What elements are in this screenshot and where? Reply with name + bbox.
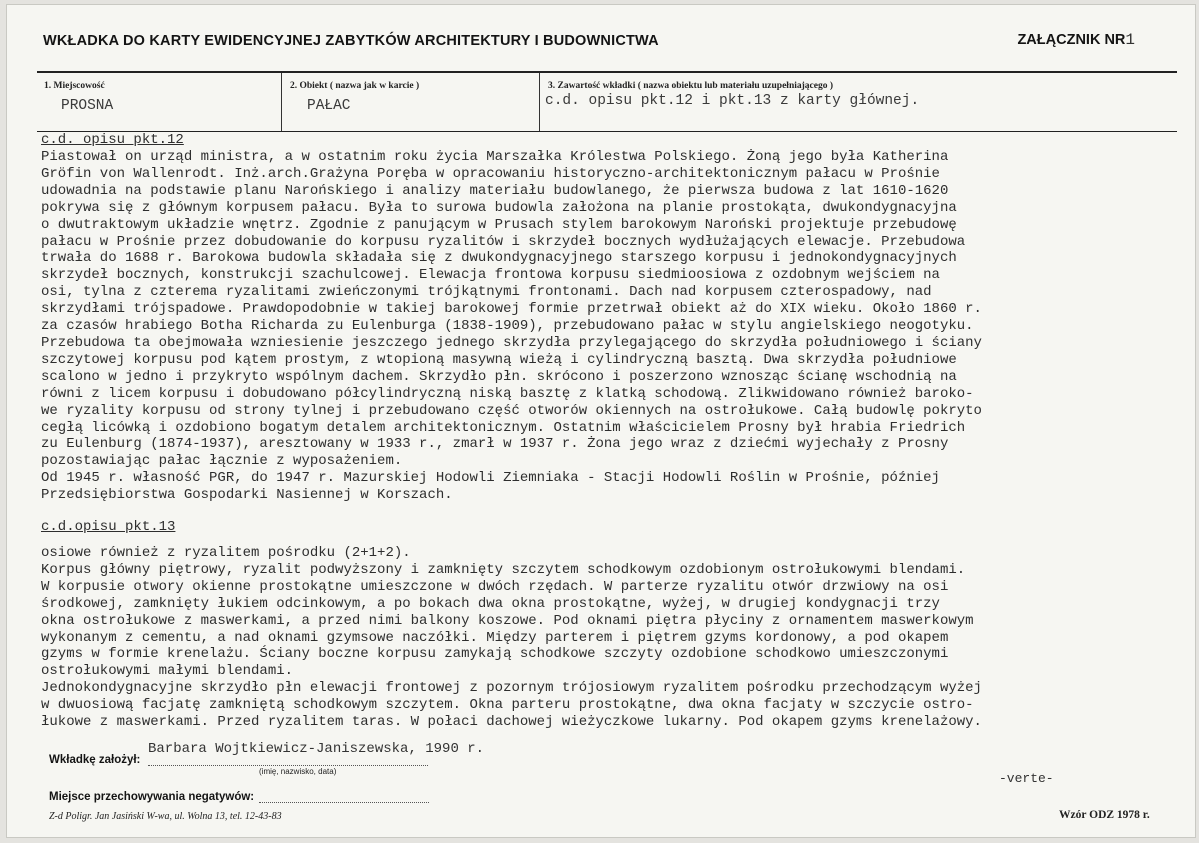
text-line: udowadnia na podstawie planu Narońskiego i analizy materiału budowlanego, że pierwsza budowa z lat 1610-1620 — [41, 182, 949, 199]
verte-note: -verte- — [999, 771, 1054, 786]
text-line: Korpus główny piętrowy, ryzalit podwyższony i zamknięty szczytem schodkowym ozdobionym ostrołukowymi blendami. — [41, 561, 966, 578]
form-pattern: Wzór ODZ 1978 r. — [1059, 809, 1150, 821]
text-line: skrzydeł bocznych, konstrukcji szachulcowej. Elewacja frontowa korpusu siedmioosiowa z ozdobnym wejściem na — [41, 267, 940, 284]
section12-text — [41, 149, 982, 504]
place-value: PROSNA — [61, 98, 114, 114]
text-line: Gröfin von Wallenrodt. Inż.arch.Grażyna Poręba w opracowaniu historyczno-architektonicznym pałacu w Prośnie — [41, 165, 940, 182]
text-line: pokrywa się z głównym korpusem pałacu. Była to surowa budowla założona na planie prostokąta, dwukondygnacyjna — [41, 199, 957, 216]
text-line: trwała do 1688 r. Barokowa budowla składała się z dwukondygnacyjnego starszego korpusu i jednokondygnacyjnych — [41, 250, 957, 267]
text-line: w dwuosiową facjatę zamkniętą schodkowym szczytem. Okna parteru prostokątne, dwa okna facjaty w szczycie ostro- — [41, 697, 974, 714]
text-line: osiowe również z ryzalitem pośrodku (2+1+2). — [41, 545, 411, 561]
object-label: 2. Obiekt ( nazwa jak w karcie ) — [290, 81, 420, 91]
text-line: wykonanym z cementu, a nad oknami gzymsowe naczółki. Między parterem i piętrem gzyms kordonowy, a pod okapem — [41, 629, 949, 646]
section13-heading: c.d.opisu pkt.13 — [41, 519, 176, 535]
text-line: osi, tylna z czterema ryzalitami zwieńczonymi trójkątnymi frontonami. Dach nad korpusem czterospadowy, nad — [41, 284, 932, 301]
attachment-number — [1017, 31, 1135, 49]
text-line: we ryzality korpusu od strony tylnej i przebudowano część otworów okiennych na ostrołukowe. Całą budowlę pokryto — [41, 402, 982, 419]
negatives-dotted-line — [259, 802, 429, 803]
inventory-insert-card — [6, 4, 1196, 838]
text-line: zu Eulenburg (1874-1937), aresztowany w 1933 r., zmarł w 1937 r. Żona jego wraz z dziećmi wyjechały z Prosny — [41, 436, 949, 453]
author-value: Barbara Wojtkiewicz-Janiszewska, 1990 r. — [148, 741, 485, 757]
content-label: 3. Zawartość wkładki ( nazwa obiektu lub materiału uzupełniającego ) — [548, 81, 834, 91]
text-line: równi z licem korpusu i dobudowano półcylindryczną niską basztę z klatką schodową. Zlikwidowano również baroko- — [41, 385, 974, 402]
object-field — [283, 73, 540, 131]
text-line: za czasów hrabiego Botha Richarda zu Eulenburga (1838-1909), przebudowano pałac w stylu angielskiego neogotyku. — [41, 318, 974, 335]
attachment-label: ZAŁĄCZNIK NR — [1017, 32, 1126, 48]
section13-text — [41, 545, 982, 731]
text-line: gzyms w formie krenelażu. Ściany boczne korpusu zamykają schodkowe szczyty ozdobione schodkowo umieszczonymi — [41, 646, 949, 663]
author-dotted-line — [148, 765, 428, 766]
text-line: Jednokondygnacyjne skrzydło płn elewacji frontowej z pozornym trójosiowym ryzalitem pośrodku przechodzącym wyżej — [41, 680, 982, 697]
text-line: skrzydłami trójspadowe. Prawdopodobnie w takiej barokowej formie przetrwał obiekt aż do XIX wieku. Około 1860 r. — [41, 301, 982, 318]
text-line: pozostawiając pałac łącznie z wyposażeniem. — [41, 453, 403, 470]
text-line: W korpusie otwory okienne prostokątne umieszczone w dwóch rzędach. W parterze ryzalitu otwór drzwiowy na osi — [41, 578, 949, 595]
text-line: Przebudowa ta obejmowała wzniesienie jeszczego jednego skrzydła przylegającego do skrzydła południowego i ściany — [41, 334, 982, 351]
place-label: 1. Miejscowość — [44, 81, 105, 91]
form-fields-row — [37, 71, 1177, 132]
text-line: środkowej, zamknięty łukiem odcinkowym, a po bokach dwa okna prostokątne, wyżej, w drugiej kondygnacji trzy — [41, 595, 940, 612]
text-line: ostrołukowymi małymi blendami. — [41, 663, 294, 680]
author-label: Wkładkę założył: — [49, 754, 141, 766]
text-line: okna ostrołukowe z maswerkami, a przed nimi balkony koszowe. Pod oknami piętra płyciny z ornamentem maswerkowym — [41, 612, 974, 629]
text-line: cegłą licówką i ozdobiono bogatym detalem architektonicznym. Ostatnim właścicielem Prosny był hrabia Friedrich — [41, 419, 966, 436]
text-line: pałacu w Prośnie przez dobudowanie do korpusu ryzalitów i skrzydeł bocznych wydłużających elewacje. Przebudowa — [41, 233, 966, 250]
printer-imprint: Z-d Poligr. Jan Jasiński W-wa, ul. Wolna 13, tel. 12-43-83 — [49, 811, 282, 822]
text-line: Przedsiębiorstwa Gospodarki Nasiennej w Korszach. — [41, 487, 453, 504]
content-value: c.d. opisu pkt.12 i pkt.13 z karty głównej. — [545, 93, 920, 109]
author-hint: (imię, nazwisko, data) — [259, 767, 337, 776]
content-field — [541, 73, 1177, 131]
text-line: Od 1945 r. własność PGR, do 1947 r. Mazurskiej Hodowli Ziemniaka - Stacji Hodowli Roślin w Prośnie, później — [41, 470, 940, 487]
text-line: scalono w jedno i przykryto wspólnym dachem. Skrzydło płn. skrócono i poszerzono wznosząc ścianę wschodnią na — [41, 368, 957, 385]
negatives-label: Miejsce przechowywania negatywów: — [49, 791, 255, 803]
text-line: o dwutraktowym układzie wnętrz. Zgodnie z panującym w Prusach stylem barokowym Naroński projektuje przebudowę — [41, 216, 957, 233]
form-title: WKŁADKA DO KARTY EWIDENCYJNEJ ZABYTKÓW ARCHITEKTURY I BUDOWNICTWA — [43, 33, 659, 49]
section12-heading: c.d. opisu pkt.12 — [41, 132, 184, 148]
attachment-number-value: 1 — [1125, 31, 1135, 49]
object-value: PAŁAC — [307, 98, 351, 114]
text-line: łukowe z maswerkami. Przed ryzalitem taras. W połaci dachowej wieżyczkowe lukarny. Pod okapem gzyms krenelażowy. — [41, 714, 982, 731]
text-line: Piastował on urząd ministra, a w ostatnim roku życia Marszałka Królestwa Polskiego. Żoną jego była Katherina — [41, 149, 949, 165]
text-line: szczytowej korpusu pod kątem prostym, z wtopioną masywną wieżą i cylindryczną basztą. Dwa skrzydła południowe — [41, 351, 957, 368]
place-field — [37, 73, 282, 131]
